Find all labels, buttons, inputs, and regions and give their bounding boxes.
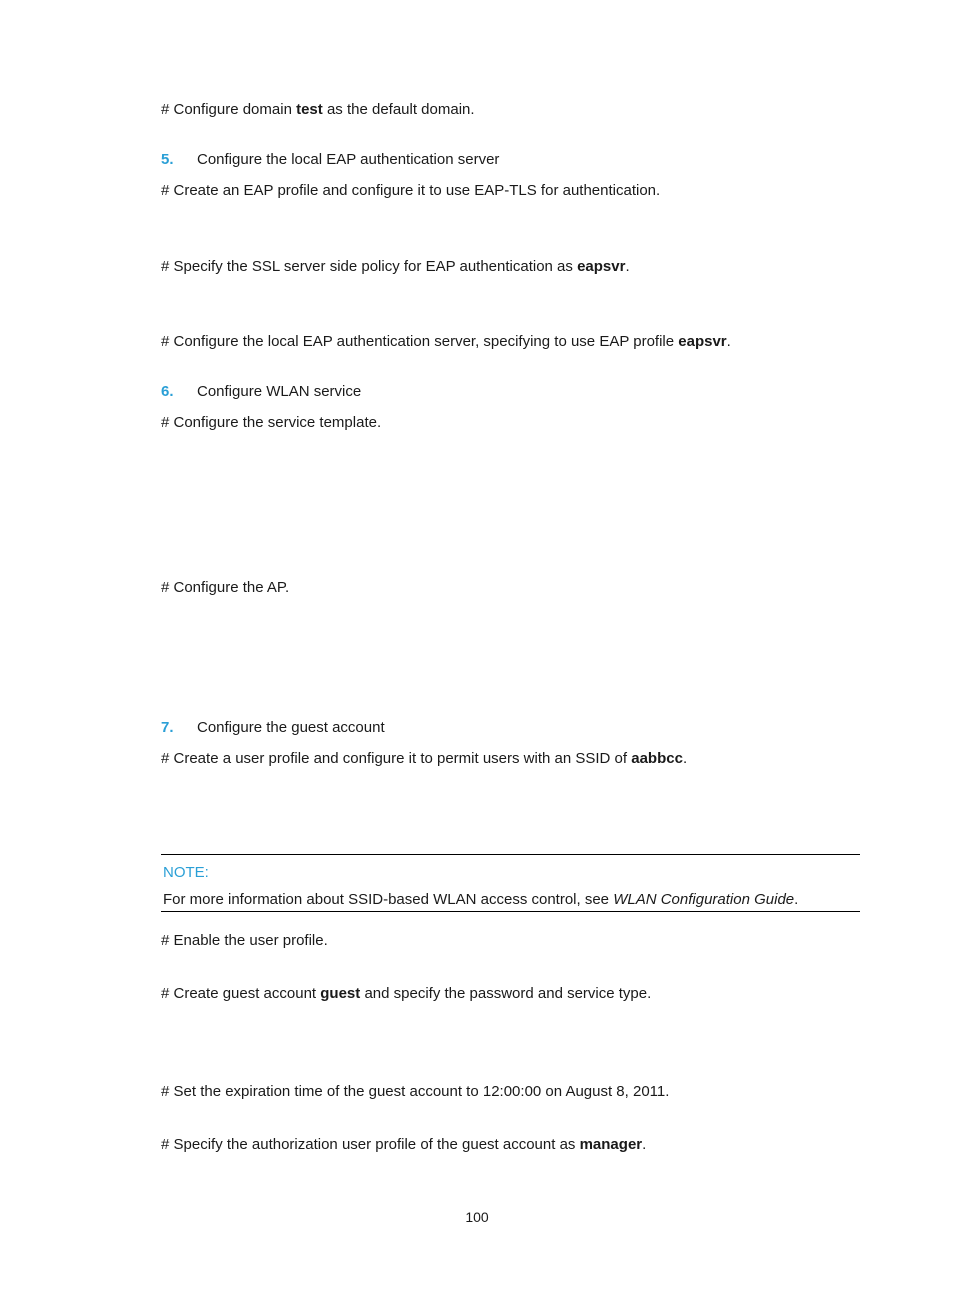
- note-label: NOTE:: [163, 864, 209, 881]
- paragraph-text: as the default domain.: [322, 101, 475, 118]
- paragraph-text: # Create a user profile and configure it to permit users with an SSID of: [161, 750, 632, 767]
- step-number-5: 5.: [161, 151, 174, 168]
- paragraph-guest-account: [161, 984, 651, 1004]
- note-box: [161, 854, 860, 912]
- keyword-test: test: [296, 101, 323, 118]
- step-title-7: Configure the guest account: [197, 719, 385, 736]
- keyword-eapsvr: eapsvr: [678, 333, 727, 350]
- paragraph-text: .: [682, 750, 688, 767]
- paragraph-local-eap-server: [161, 332, 731, 352]
- paragraph-text: .: [642, 1136, 647, 1153]
- step-title-6: Configure WLAN service: [197, 383, 362, 400]
- paragraph-text: # Specify the SSL server side policy for EAP authentication as: [161, 258, 578, 275]
- paragraph-configure-ap: # Configure the AP.: [161, 579, 290, 596]
- paragraph-text: # Create guest account: [161, 985, 321, 1002]
- paragraph-text: and specify the password and service type.: [360, 985, 652, 1002]
- paragraph-user-profile: [161, 749, 687, 769]
- step-number-6: 6.: [161, 383, 174, 400]
- paragraph-text: # Specify the authorization user profile of the guest account as: [161, 1136, 580, 1153]
- note-text-prefix: For more information about SSID-based WLAN access control, see: [163, 891, 614, 908]
- keyword-eapsvr: eapsvr: [577, 258, 626, 275]
- paragraph-enable-user-profile: # Enable the user profile.: [161, 932, 328, 949]
- paragraph-expiration-time: # Set the expiration time of the guest account to 12:00:00 on August 8, 2011.: [161, 1083, 670, 1100]
- paragraph-create-eap-profile: # Create an EAP profile and configure it to use EAP-TLS for authentication.: [161, 182, 661, 199]
- paragraph-text: # Configure the local EAP authentication server, specifying to use EAP profile: [161, 333, 679, 350]
- paragraph-authorization-profile: [161, 1135, 646, 1155]
- paragraph-ssl-policy: [161, 257, 630, 277]
- paragraph-configure-domain: [161, 100, 475, 120]
- note-reference-link[interactable]: WLAN Configuration Guide: [613, 891, 795, 908]
- keyword-guest: guest: [320, 985, 361, 1002]
- step-title-5: Configure the local EAP authentication server: [197, 151, 500, 168]
- page-number: 100: [465, 1209, 489, 1225]
- paragraph-service-template: # Configure the service template.: [161, 414, 382, 431]
- note-text-suffix: .: [794, 891, 799, 908]
- keyword-aabbcc: aabbcc: [631, 750, 683, 767]
- keyword-manager: manager: [579, 1136, 643, 1153]
- paragraph-text: .: [726, 333, 731, 350]
- step-number-7: 7.: [161, 719, 174, 736]
- note-text: [163, 890, 798, 910]
- paragraph-text: # Configure domain: [161, 101, 297, 118]
- paragraph-text: .: [625, 258, 630, 275]
